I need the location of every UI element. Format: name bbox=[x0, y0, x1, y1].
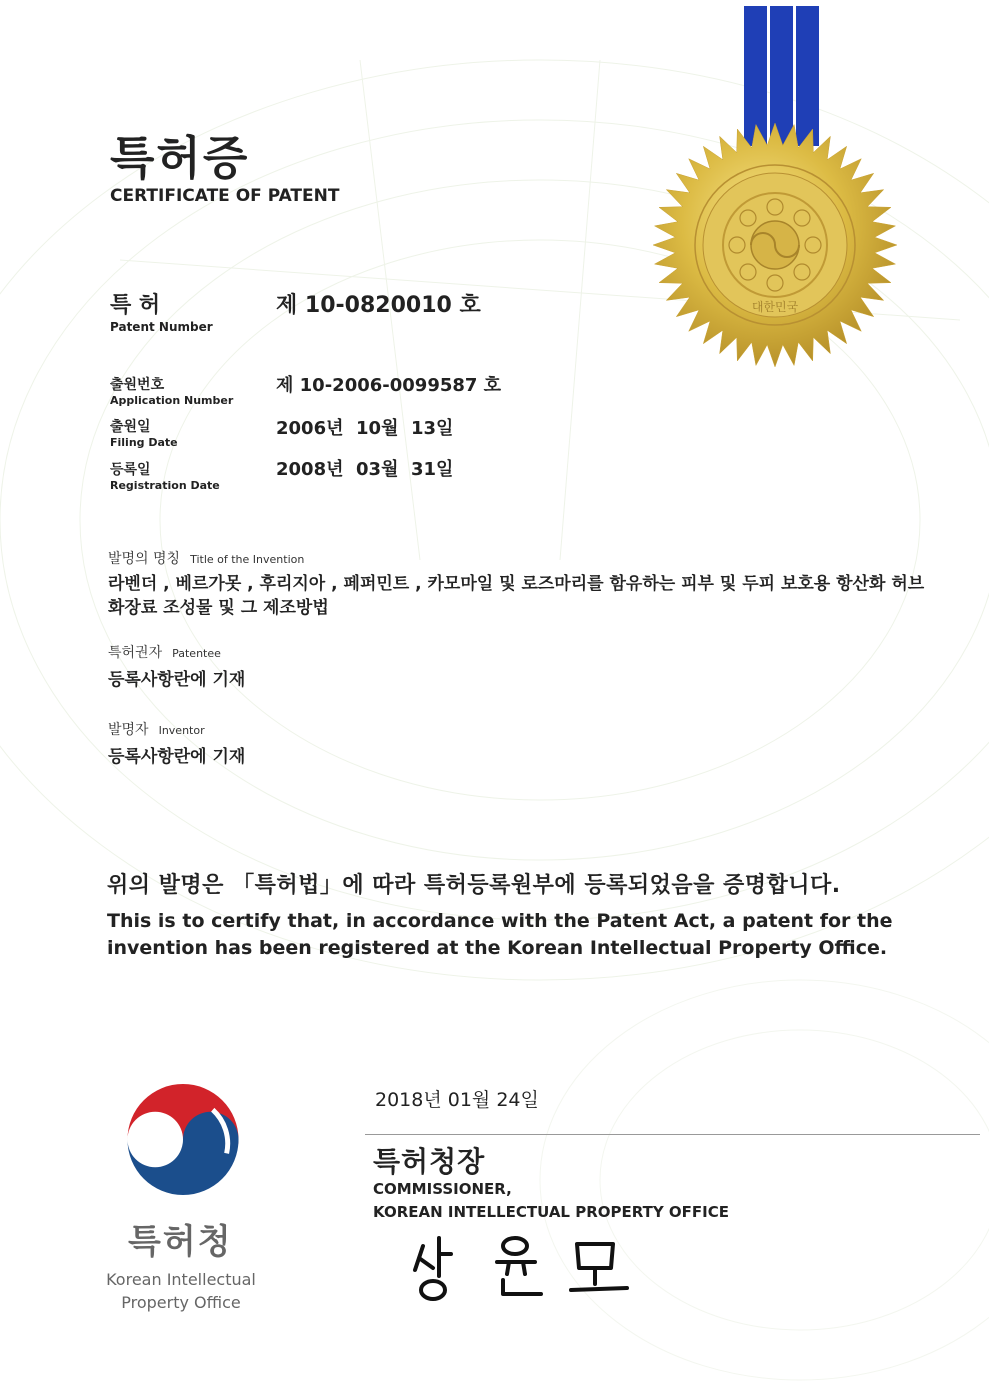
inventor-label-en: Inventor bbox=[158, 724, 205, 737]
invention-title-label-en: Title of the Invention bbox=[190, 553, 305, 566]
application-number-value: 제 10-2006-0099587 호 bbox=[276, 375, 502, 396]
commissioner-title-en bbox=[373, 1178, 729, 1224]
commissioner-title-ko: 특허청장 bbox=[373, 1145, 486, 1178]
registration-date-label-en: Registration Date bbox=[110, 479, 220, 492]
patentee-label-ko: 특허권자 bbox=[108, 645, 163, 661]
patent-number-value: 제 10-0820010 호 bbox=[276, 293, 481, 318]
issue-date: 2018년 01월 24일 bbox=[375, 1089, 539, 1111]
registration-date-label-ko: 등록일 bbox=[110, 462, 151, 478]
kipo-name-en: Korean Intellectual Property Office bbox=[106, 1270, 256, 1312]
patentee-label bbox=[108, 642, 221, 662]
commissioner-title-en-line1: COMMISSIONER, bbox=[373, 1180, 512, 1198]
patent-number-label-ko: 특 허 bbox=[110, 293, 161, 318]
certification-text-en: This is to certify that, in accordance with the Patent Act, a patent for the invention has been registered at the Korean Intellectual Property Office. bbox=[107, 910, 893, 959]
patentee-label-en: Patentee bbox=[172, 647, 221, 660]
application-number-label-ko: 출원번호 bbox=[110, 377, 165, 393]
invention-title-value: 라벤더 , 베르가못 , 후리지아 , 페퍼민트 , 카모마일 및 로즈마리를 함유하는 피부 및 두피 보호용 항산화 허브 화장료 조성물 및 그 제조방법 bbox=[108, 574, 925, 618]
certificate-title-ko: 특허증 bbox=[110, 131, 250, 185]
patentee-value: 등록사항란에 기재 bbox=[108, 670, 246, 690]
filing-date-value: 2006년 10월 13일 bbox=[276, 418, 454, 439]
patent-number-label-en: Patent Number bbox=[110, 320, 213, 334]
inventor-label-ko: 발명자 bbox=[108, 722, 149, 738]
commissioner-title-en-line2: KOREAN INTELLECTUAL PROPERTY OFFICE bbox=[373, 1203, 730, 1221]
gold-seal-icon bbox=[650, 120, 900, 370]
registration-date-value: 2008년 03월 31일 bbox=[276, 459, 454, 480]
invention-title-label bbox=[108, 548, 304, 568]
filing-date-label-ko: 출원일 bbox=[110, 419, 151, 435]
kipo-logo-icon bbox=[122, 1082, 244, 1197]
invention-title-label-ko: 발명의 명칭 bbox=[108, 551, 181, 567]
inventor-value: 등록사항란에 기재 bbox=[108, 747, 246, 767]
application-number-label-en: Application Number bbox=[110, 394, 234, 407]
inventor-label bbox=[108, 719, 205, 739]
signature-image bbox=[405, 1228, 645, 1308]
certificate-title-en: CERTIFICATE OF PATENT bbox=[110, 186, 340, 206]
kipo-name-ko: 특허청 bbox=[128, 1222, 233, 1262]
seal-inscription: 대한민국 bbox=[751, 300, 799, 314]
certification-text-ko: 위의 발명은 「특허법」에 따라 특허등록원부에 등록되었음을 증명합니다. bbox=[107, 873, 841, 898]
signature-divider bbox=[365, 1134, 980, 1135]
filing-date-label-en: Filing Date bbox=[110, 436, 178, 449]
